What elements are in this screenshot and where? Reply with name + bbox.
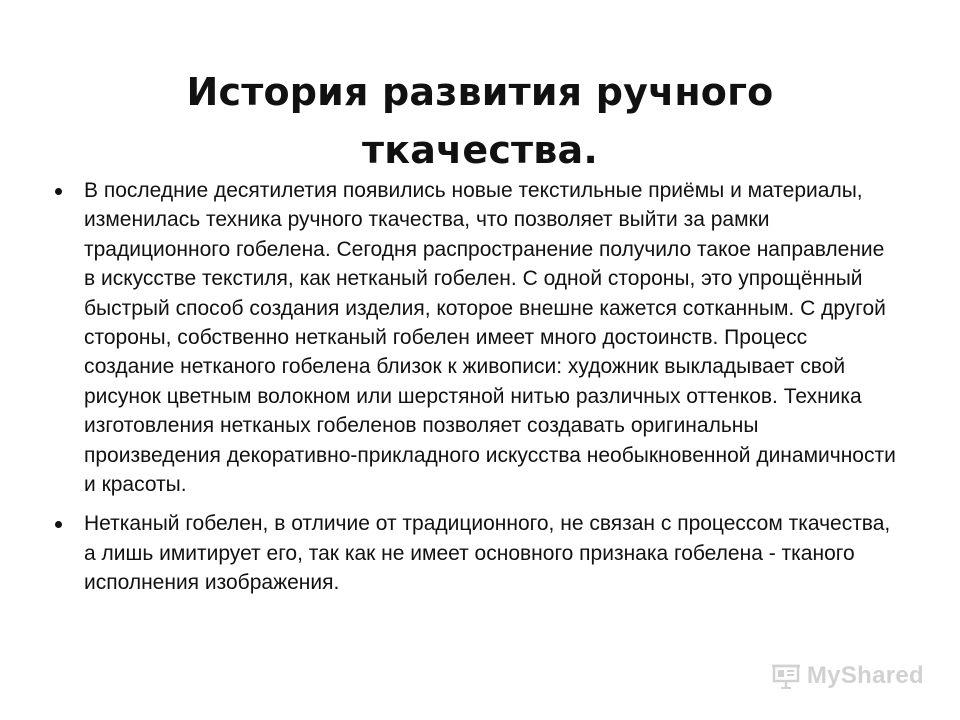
- bullet-icon: [55, 188, 62, 195]
- bullet-list: [60, 176, 900, 608]
- bullet-text-2: Нетканый гобелен, в отличие от традиционного, не связан с процессом ткачества, а лишь имитирует его, так как не имеет основного признака гобелена - тканого исполнения изображения.: [84, 512, 891, 595]
- watermark: [771, 662, 924, 690]
- bullet-text-1: В последние десятилетия появились новые текстильные приёмы и материалы, изменилась техника ручного ткачества, что позволяет выйти за рамки традиционного гобелена. Сегодня распространение получило такое направление в искусстве текстиля, как нетканый гобелен. С одной стороны, это упрощённый быстрый способ создания изделия, которое внешне кажется сотканным. С другой стороны, собственно нетканый гобелен имеет много достоинств. Процесс создание нетканого гобелена близок к живописи: художник выкладывает свой рисунок цветным волокном или шерстяной нитью различных оттенков. Техника изготовления нетканых гобеленов позволяет создавать оригинальны произведения декоративно-прикладного искусства необыкновенной динамичности и красоты.: [84, 179, 896, 497]
- watermark-text: MyShared: [806, 662, 924, 689]
- slide-title: История развития ручного ткачества.: [186, 70, 774, 173]
- bullet-item-1: [60, 176, 900, 499]
- bullet-icon: [55, 521, 62, 528]
- presentation-board-icon: [771, 663, 801, 689]
- bullet-item-2: [60, 509, 900, 597]
